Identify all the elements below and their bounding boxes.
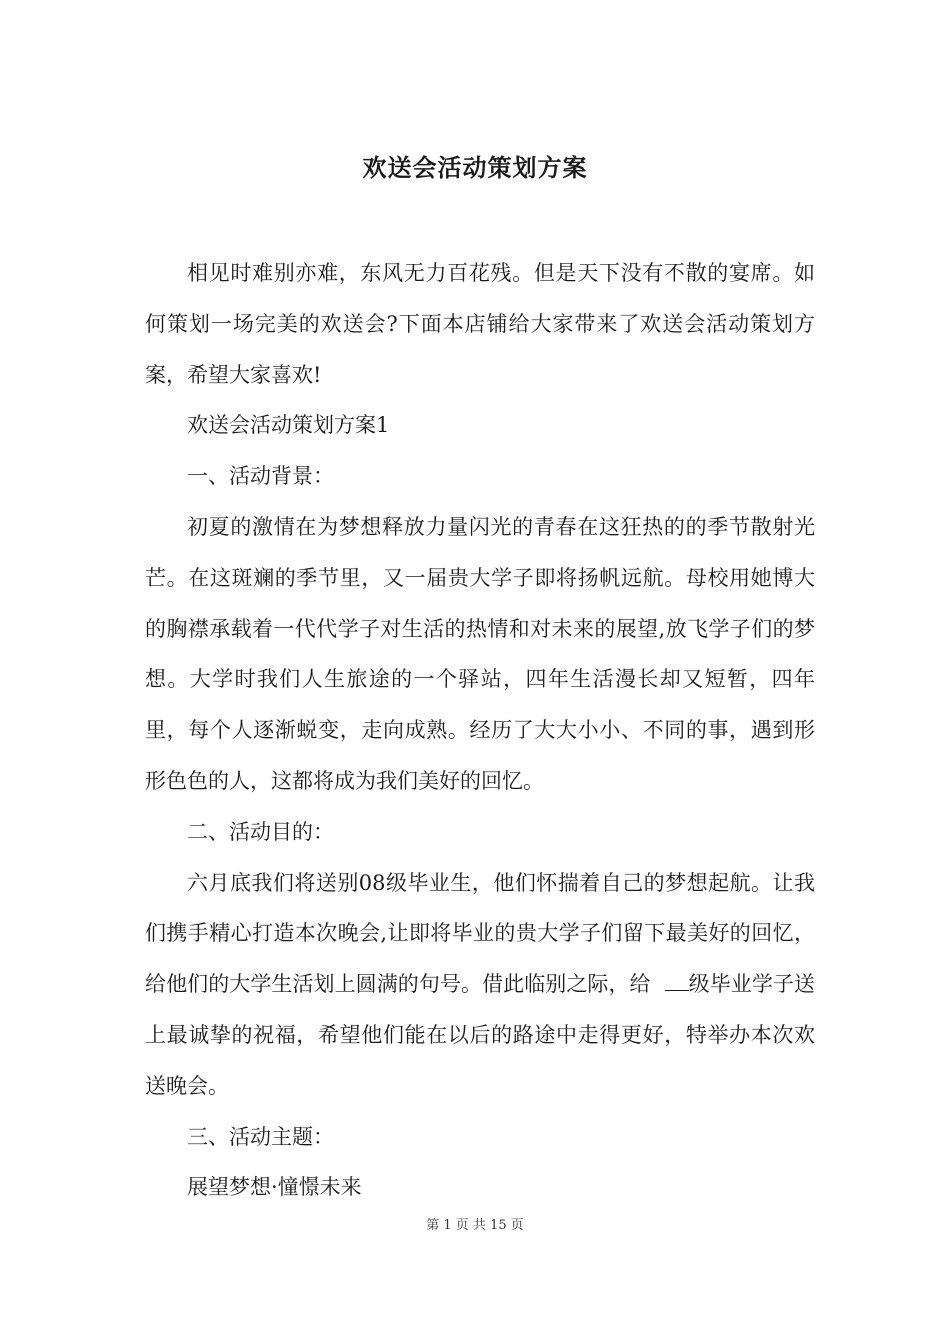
intro-paragraph: 相见时难别亦难，东风无力百花残。但是天下没有不散的宴席。如何策划一场完美的欢送会?下面本店铺给大家带来了欢送会活动策划方案，希望大家喜欢! [145, 261, 815, 387]
theme-text: 展望梦想·憧憬未来 [187, 1175, 362, 1200]
purpose-paragraph [145, 858, 815, 1112]
blank-underline [665, 972, 689, 991]
heading-purpose: 二、活动目的： [187, 819, 334, 844]
document-body [145, 248, 815, 1213]
purpose-text-part2: 级毕业学子送上最诚挚的祝福，希望他们能在以后的路途中走得更好，特举办本次欢送晚会。 [145, 972, 816, 1098]
page-number-footer: 第 1 页 共 15 页 [426, 1218, 524, 1233]
purpose-text-part1: 六月底我们将送别08级毕业生，他们怀揣着自己的梦想起航。让我们携手精心打造本次晚会,让即将毕业的贵大学子们留下最美好的回忆，给他们的大学生活划上圆满的句号。借此临别之际，给 [145, 870, 815, 997]
document-title: 欢送会活动策划方案 [362, 153, 588, 182]
section-plan-title: 欢送会活动策划方案1 [187, 413, 390, 438]
heading-theme: 三、活动主题： [187, 1124, 334, 1149]
background-paragraph: 初夏的激情在为梦想释放力量闪光的青春在这狂热的的季节散射光芒。在这斑斓的季节里，又一届贵大学子即将扬帆远航。母校用她博大的胸襟承载着一代代学子对生活的热情和对未来的展望,放飞学子们的梦想。大学时我们人生旅途的一个驿站，四年生活漫长却又短暂，四年里，每个人逐渐蜕变，走向成熟。经历了大大小小、不同的事，遇到形形色色的人，这都将成为我们美好的回忆。 [145, 514, 815, 793]
heading-background: 一、活动背景： [187, 464, 334, 489]
